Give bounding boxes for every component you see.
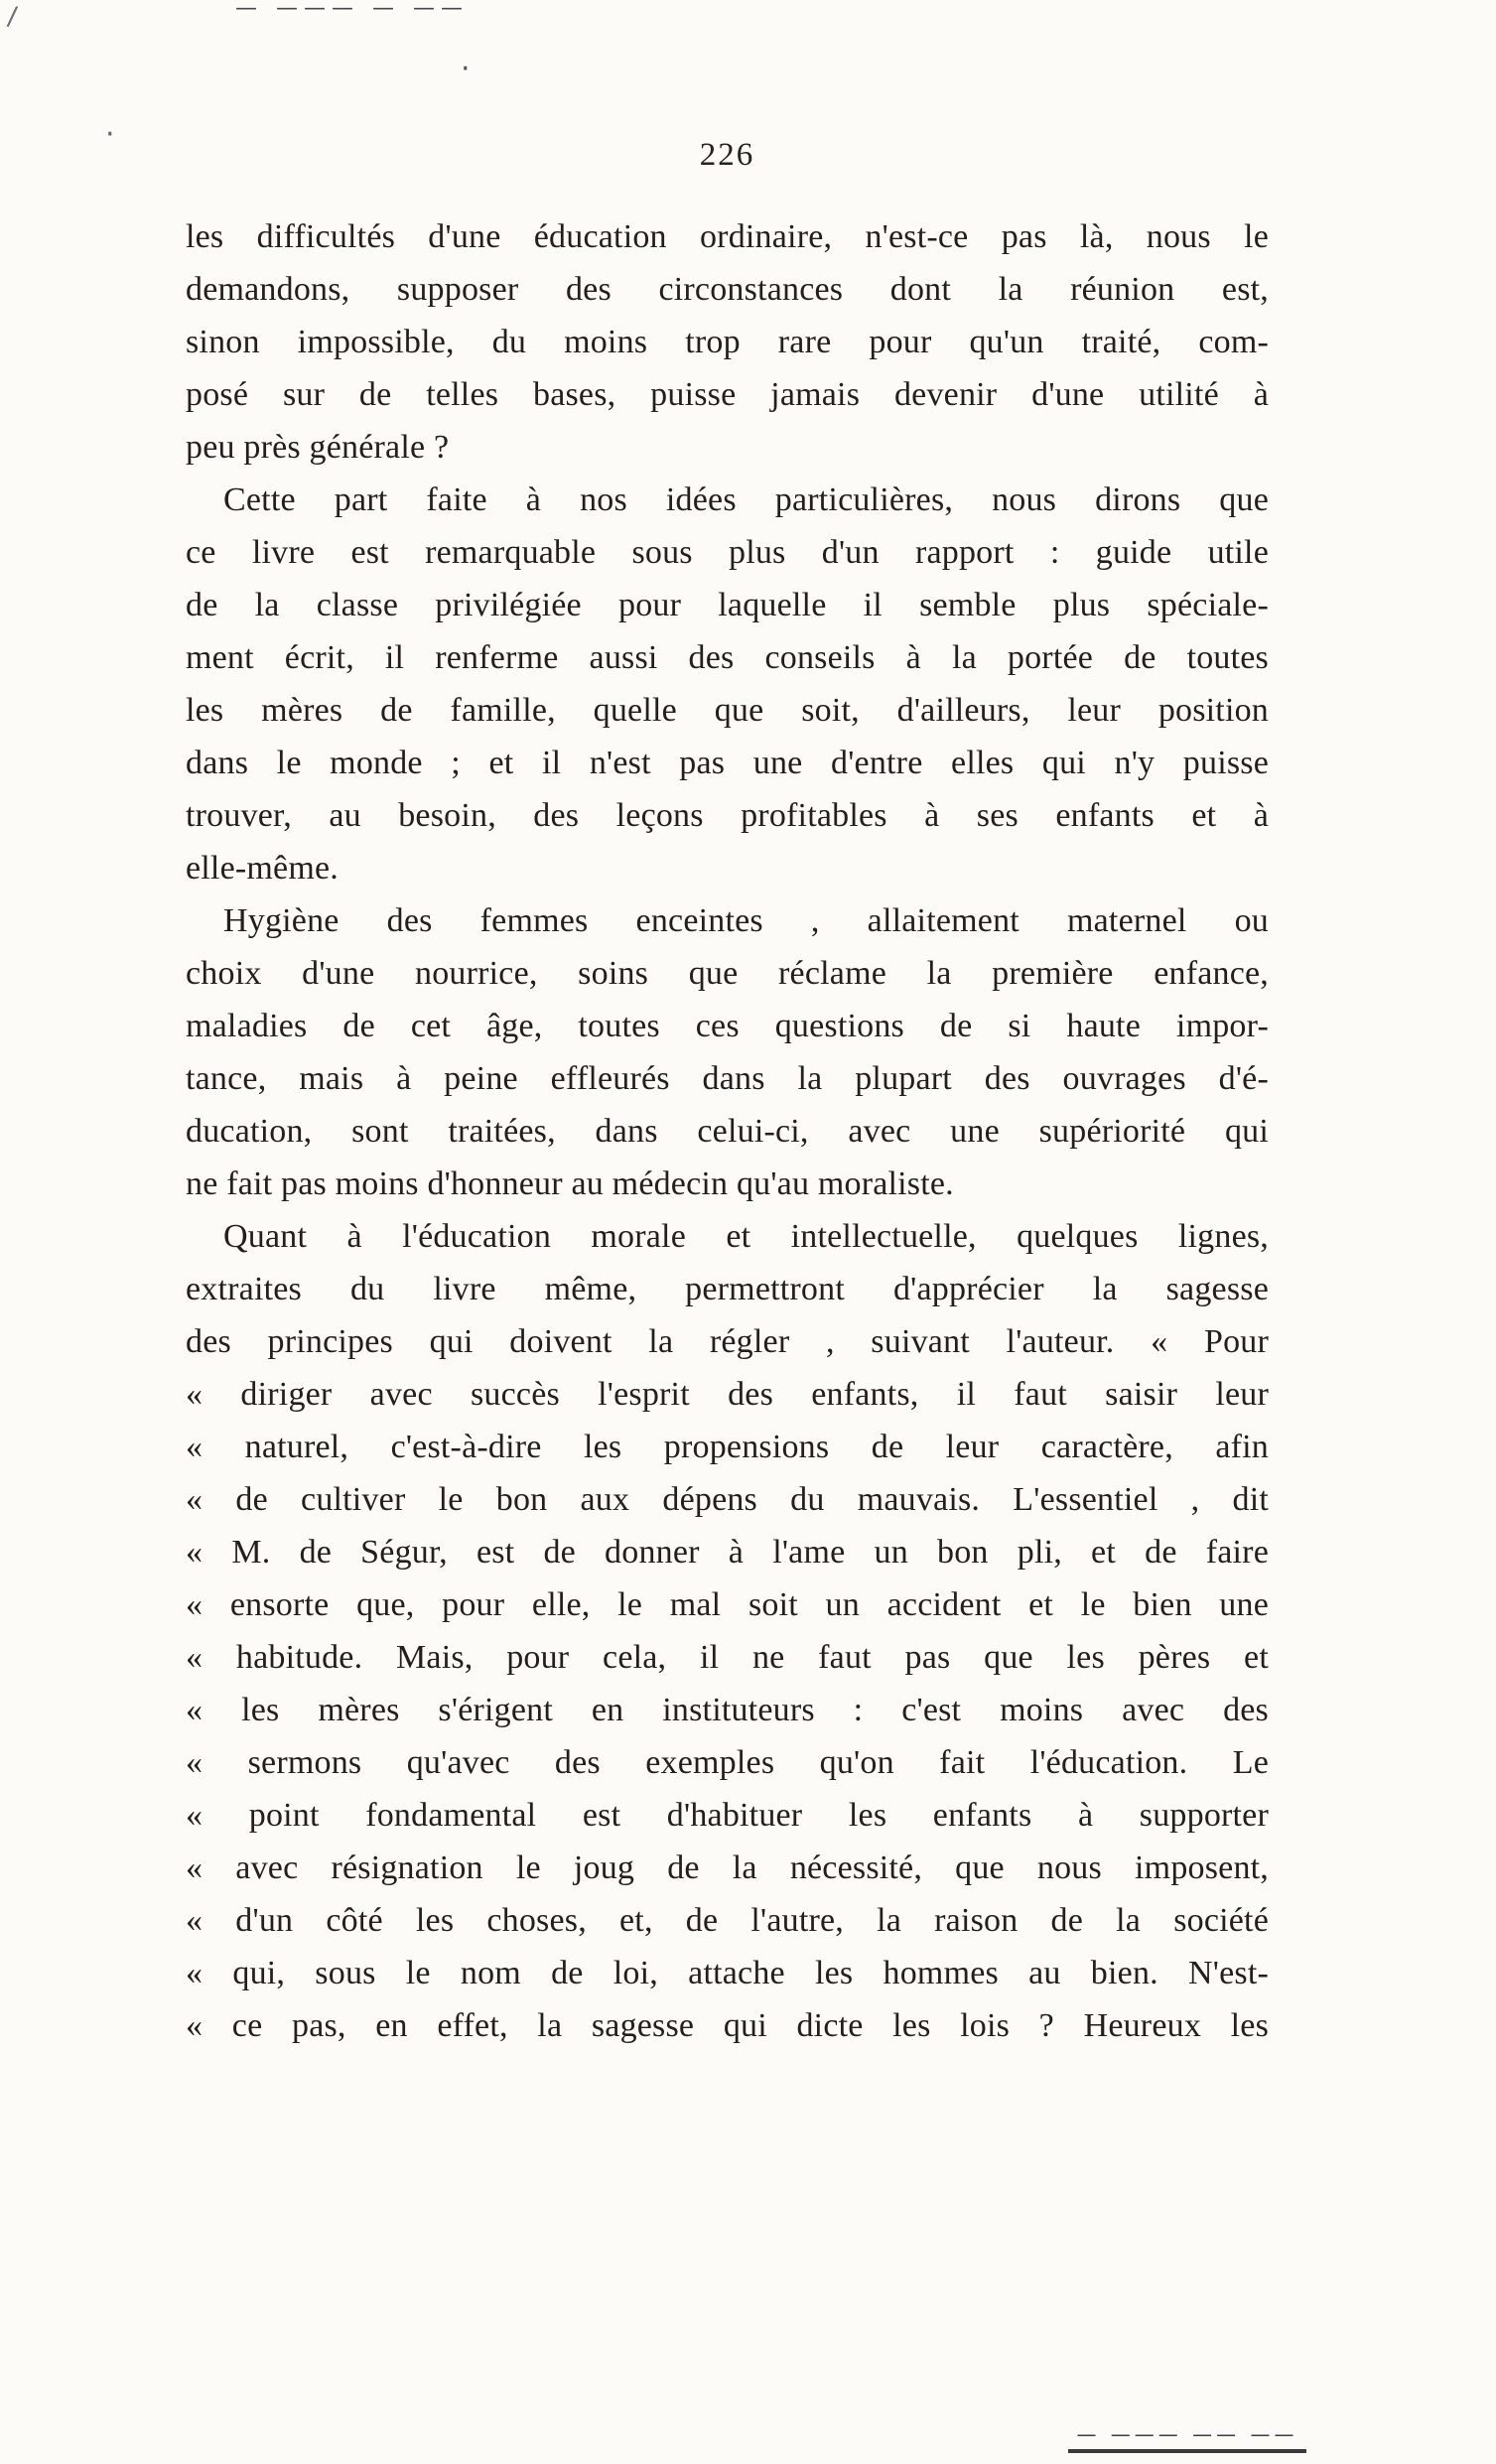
text-line: ce livre est remarquable sous plus d'un rapport : guide utile [186,534,1269,571]
text-line: dans le monde ; et il n'est pas une d'entre elles qui n'y puisse [186,745,1269,781]
text-line: « les mères s'érigent en instituteurs : c'est moins avec des [186,1692,1269,1728]
text-line: sinon impossible, du moins trop rare pour qu'un traité, com- [186,324,1269,360]
scan-artifact-dot: · [461,52,471,86]
text-line: extraites du livre même, permettront d'apprécier la sagesse [186,1271,1269,1307]
text-line: « M. de Ségur, est de donner à l'ame un bon pli, et de faire [186,1534,1269,1571]
paragraph-3 [186,894,1269,1210]
text-line: « naturel, c'est-à-dire les propensions de leur caractère, afin [186,1429,1269,1465]
text-line: « avec résignation le joug de la nécessité, que nous imposent, [186,1849,1269,1886]
text-line: « diriger avec succès l'esprit des enfants, il faut saisir leur [186,1376,1269,1413]
text-line: Cette part faite à nos idées particulières, nous dirons que [223,481,1269,518]
text-line: de la classe privilégiée pour laquelle il semble plus spéciale- [186,587,1269,623]
text-line: « sermons qu'avec des exemples qu'on fait l'éducation. Le [186,1744,1269,1781]
scan-artifact-bottom-dashes: — ——— —— —— [1068,2422,1306,2453]
text-line: « ensorte que, pour elle, le mal soit un accident et le bien une [186,1586,1269,1623]
scan-artifact-top-dashes: — ——— — —— [235,0,469,21]
text-line: les difficultés d'une éducation ordinaire, n'est-ce pas là, nous le [186,218,1269,255]
text-line: des principes qui doivent la régler , suivant l'auteur. « Pour [186,1323,1269,1360]
text-line: « d'un côté les choses, et, de l'autre, la raison de la société [186,1902,1269,1939]
text-line: tance, mais à peine effleurés dans la plupart des ouvrages d'é- [186,1060,1269,1097]
text-line: choix d'une nourrice, soins que réclame la première enfance, [186,955,1269,992]
text-block [186,210,1269,2052]
text-line: les mères de famille, quelle que soit, d'ailleurs, leur position [186,692,1269,729]
text-line: Hygiène des femmes enceintes , allaitement maternel ou [223,902,1269,939]
text-line: maladies de cet âge, toutes ces questions de si haute impor- [186,1008,1269,1044]
paragraph-4 [186,1210,1269,2052]
paragraph-2 [186,474,1269,894]
text-line: ment écrit, il renferme aussi des conseils à la portée de toutes [186,639,1269,676]
text-line: « ce pas, en effet, la sagesse qui dicte les lois ? Heureux les [186,2007,1269,2044]
paragraph-1 [186,210,1269,474]
scan-artifact-corner-slash: ∕ [5,1,19,33]
text-line: ne fait pas moins d'honneur au médecin qu'au moraliste. [186,1165,954,1202]
text-line: elle-même. [186,850,339,887]
text-line: ducation, sont traitées, dans celui-ci, avec une supériorité qui [186,1113,1269,1150]
text-line: peu près générale ? [186,429,450,466]
text-line: demandons, supposer des circonstances dont la réunion est, [186,271,1269,308]
text-line: posé sur de telles bases, puisse jamais devenir d'une utilité à [186,376,1269,413]
scan-artifact-dot: · [105,117,115,152]
text-line: « habitude. Mais, pour cela, il ne faut pas que les pères et [186,1639,1269,1676]
text-line: « de cultiver le bon aux dépens du mauvais. L'essentiel , dit [186,1481,1269,1518]
text-line: Quant à l'éducation morale et intellectuelle, quelques lignes, [223,1218,1269,1255]
page-number: 226 [699,137,755,173]
text-line: « point fondamental est d'habituer les enfants à supporter [186,1797,1269,1834]
text-line: trouver, au besoin, des leçons profitables à ses enfants et à [186,797,1269,834]
text-line: « qui, sous le nom de loi, attache les hommes au bien. N'est- [186,1955,1269,1991]
